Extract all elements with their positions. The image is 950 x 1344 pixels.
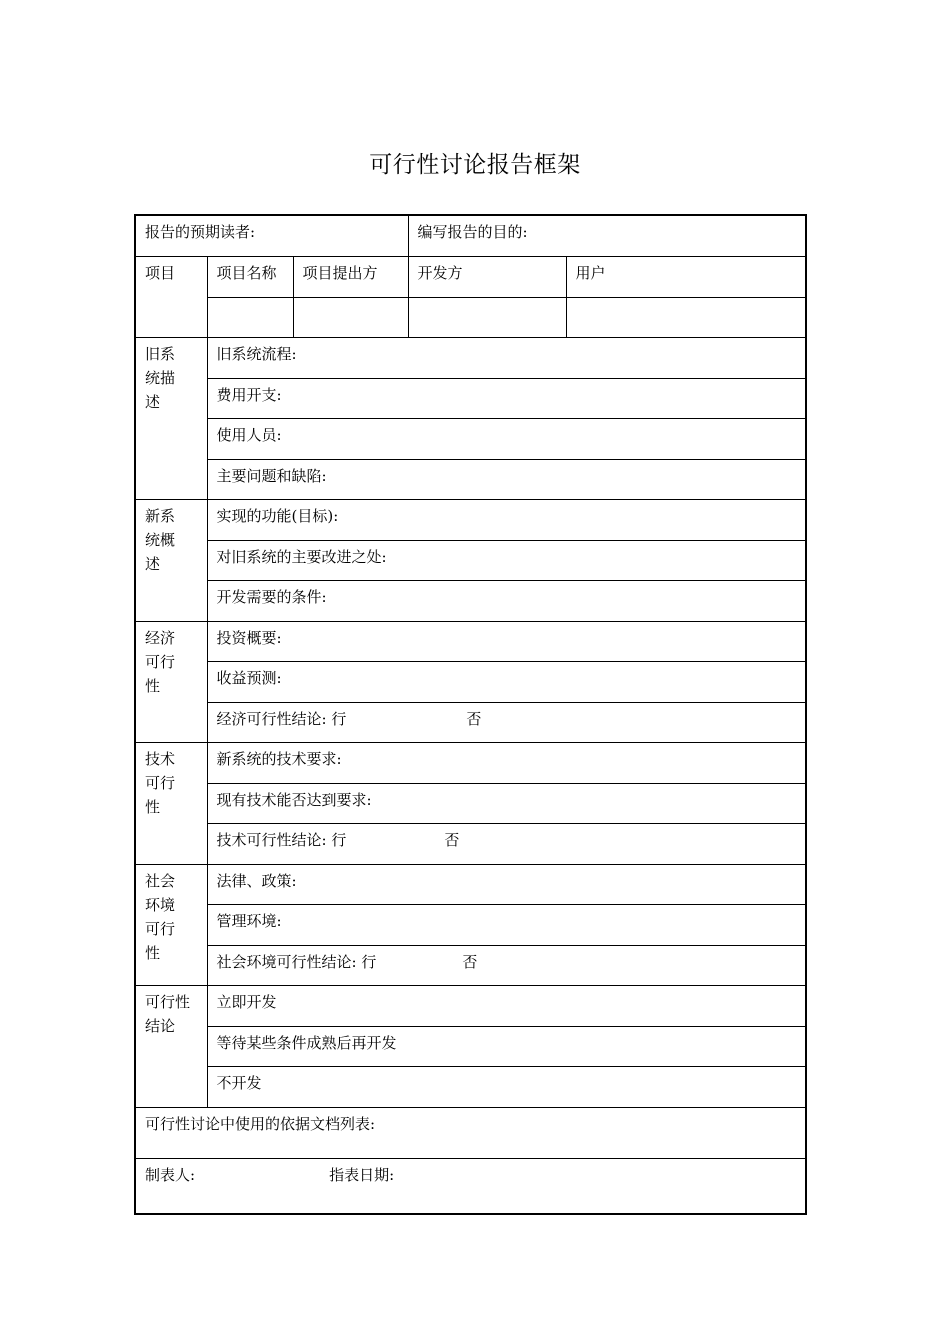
- users-staff-field[interactable]: 使用人员:: [207, 418, 806, 459]
- project-section-label: 项目: [135, 256, 207, 337]
- developer-header: 开发方: [408, 256, 566, 297]
- technical-section-label: 技术 可行 性: [135, 742, 207, 864]
- social-section-label: 社会 环境 可行 性: [135, 864, 207, 985]
- improvements-field[interactable]: 对旧系统的主要改进之处:: [207, 540, 806, 580]
- economic-conclusion-label: 经济可行性结论:: [216, 709, 327, 728]
- conditions-field[interactable]: 开发需要的条件:: [207, 580, 806, 621]
- developer-field[interactable]: [408, 297, 566, 337]
- project-proposer-header: 项目提出方: [293, 256, 408, 297]
- technical-yes-option[interactable]: 行: [331, 830, 347, 849]
- revenue-forecast-field[interactable]: 收益预测:: [207, 661, 806, 702]
- old-system-flow-field[interactable]: 旧系统流程:: [207, 337, 806, 378]
- old-system-section-label: 旧系 统描 述: [135, 337, 207, 499]
- expenses-field[interactable]: 费用开支:: [207, 378, 806, 418]
- social-conclusion-label: 社会环境可行性结论:: [216, 952, 357, 971]
- social-yes-option[interactable]: 行: [361, 952, 377, 971]
- purpose-cell[interactable]: [408, 215, 806, 256]
- social-no-option[interactable]: 否: [462, 952, 478, 971]
- no-develop-option[interactable]: 不开发: [207, 1066, 806, 1107]
- technical-conclusion-label: 技术可行性结论:: [216, 830, 327, 849]
- readers-cell[interactable]: [135, 215, 408, 256]
- project-proposer-field[interactable]: [293, 297, 408, 337]
- develop-later-option[interactable]: 等待某些条件成熟后再开发: [207, 1026, 806, 1066]
- user-field[interactable]: [566, 297, 806, 337]
- page-title: 可行性讨论报告框架: [369, 152, 581, 178]
- economic-yes-option[interactable]: 行: [331, 709, 347, 728]
- project-name-header: 项目名称: [207, 256, 293, 297]
- technical-no-option[interactable]: 否: [444, 830, 460, 849]
- tech-requirements-field[interactable]: 新系统的技术要求:: [207, 742, 806, 783]
- date-label: 指表日期:: [329, 1165, 395, 1184]
- new-system-section-label: 新系 统概 述: [135, 499, 207, 621]
- develop-now-option[interactable]: 立即开发: [207, 985, 806, 1026]
- technical-conclusion-field[interactable]: [207, 823, 806, 864]
- investment-field[interactable]: 投资概要:: [207, 621, 806, 661]
- economic-section-label: 经济 可行 性: [135, 621, 207, 742]
- functions-field[interactable]: 实现的功能(目标):: [207, 499, 806, 540]
- law-policy-field[interactable]: 法律、政策:: [207, 864, 806, 904]
- tech-capability-field[interactable]: 现有技术能否达到要求:: [207, 783, 806, 823]
- feasibility-report-form: [134, 214, 807, 1215]
- project-name-field[interactable]: [207, 297, 293, 337]
- reference-docs-field[interactable]: 可行性讨论中使用的依据文档列表:: [135, 1107, 806, 1158]
- maker-label: 制表人:: [145, 1165, 196, 1184]
- conclusion-section-label: 可行性 结论: [135, 985, 207, 1107]
- economic-conclusion-field[interactable]: [207, 702, 806, 742]
- problems-field[interactable]: 主要问题和缺陷:: [207, 459, 806, 499]
- purpose-label: 编写报告的目的:: [417, 223, 528, 241]
- social-conclusion-field[interactable]: [207, 945, 806, 985]
- economic-no-option[interactable]: 否: [466, 709, 482, 728]
- readers-label: 报告的预期读者:: [145, 223, 256, 241]
- user-header: 用户: [566, 256, 806, 297]
- management-environment-field[interactable]: 管理环境:: [207, 904, 806, 945]
- footer-row[interactable]: [135, 1158, 806, 1214]
